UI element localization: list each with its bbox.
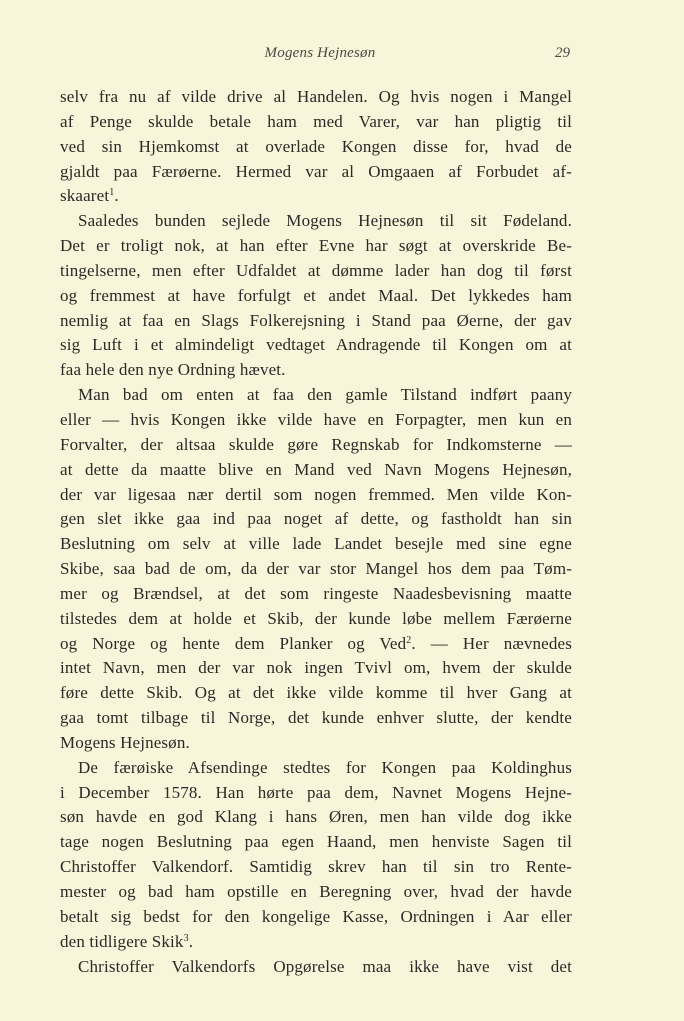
footnote-marker: 2	[406, 634, 412, 646]
text-line: søn havde en god Klang i hans Øren, men han vilde dog ikke	[60, 807, 572, 827]
text-line: eller — hvis Kongen ikke vilde have en Forpagter, men kun en	[60, 409, 572, 429]
text-line: at dette da maatte blive en Mand ved Navn Mogens Hejnesøn,	[60, 459, 572, 479]
text-line: gen slet ikke gaa ind paa noget af dette, og fastholdt han sin	[60, 509, 572, 529]
text-line: Det er troligt nok, at han efter Evne har søgt at overskride Be-	[60, 236, 572, 256]
text-line: faa hele den nye Ordning hævet.	[60, 360, 286, 380]
text-line: i December 1578. Han hørte paa dem, Navnet Mogens Hejne-	[60, 782, 572, 802]
text-line: og Norge og hente dem Planker og Ved$^2$. — Her nævnedes	[60, 633, 572, 653]
text-line: nemlig at faa en Slags Folkerejsning i Stand paa Øerne, der gav	[60, 310, 572, 330]
text-line: føre dette Skib. Og at det ikke vilde komme til hver Gang at	[60, 683, 572, 703]
text-line: Christoffer Valkendorfs Opgørelse maa ikke have vist det	[78, 956, 572, 976]
text-line: der var ligesaa nær dertil som nogen fremmed. Men vilde Kon-	[60, 484, 572, 504]
running-title: Mogens Hejnesøn	[264, 45, 376, 61]
running-head	[60, 45, 580, 69]
text-line: Man bad om enten at faa den gamle Tilstand indført paany	[78, 385, 572, 405]
text-line: Saaledes bunden sejlede Mogens Hejnesøn til sit Fødeland.	[78, 211, 572, 231]
text-line: gjaldt paa Færøerne. Hermed var al Omgaaen af Forbudet af-	[60, 161, 572, 181]
text-line: den tidligere Skik$^3$.	[60, 931, 194, 951]
text-line: intet Navn, men der var nok ingen Tvivl om, hvem der skulde	[60, 658, 572, 678]
text-line: sig Luft i et almindeligt vedtaget Andragende til Kongen om at	[60, 335, 572, 355]
text-line: tage nogen Beslutning paa egen Haand, men henviste Sagen til	[60, 832, 572, 852]
text-line: tingelserne, men efter Udfaldet at dømme lader han dog til først	[60, 260, 572, 280]
body-text	[60, 85, 572, 979]
text-line: De færøiske Afsendinge stedtes for Kongen paa Koldinghus	[78, 757, 572, 777]
page-number: 29	[555, 45, 570, 61]
text-line: selv fra nu af vilde drive al Handelen. Og hvis nogen i Mangel	[60, 87, 572, 106]
text-line: ved sin Hjemkomst at overlade Kongen disse for, hvad de	[60, 136, 572, 156]
text-line: Skibe, saa bad de om, da der var stor Mangel hos dem paa Tøm-	[60, 559, 572, 579]
text-line: Mogens Hejnesøn.	[60, 732, 190, 752]
text-line: betalt sig bedst for den kongelige Kasse, Ordningen i Aar eller	[60, 906, 572, 926]
text-line: gaa tomt tilbage til Norge, det kunde enhver slutte, der kendte	[60, 708, 572, 728]
text-line: af Penge skulde betale ham med Varer, var han pligtig til	[60, 111, 572, 131]
text-line: skaaret$^1$.	[60, 186, 119, 206]
text-line: og fremmest at have forfulgt et andet Maal. Det lykkedes ham	[60, 285, 572, 305]
text-line: Christoffer Valkendorf. Samtidig skrev han til sin tro Rente-	[60, 857, 572, 877]
text-line: mester og bad ham opstille en Beregning over, hvad der havde	[60, 882, 572, 901]
text-line: Forvalter, der altsaa skulde gøre Regnskab for Indkomsterne —	[60, 434, 572, 454]
footnote-marker: 1	[109, 187, 115, 199]
text-line: tilstedes dem at holde et Skib, der kunde løbe mellem Færøerne	[60, 608, 572, 628]
text-line: Beslutning om selv at ville lade Landet besejle med sine egne	[60, 534, 572, 554]
text-line: mer og Brændsel, at det som ringeste Naadesbevisning maatte	[60, 583, 572, 603]
footnote-marker: 3	[183, 932, 189, 944]
